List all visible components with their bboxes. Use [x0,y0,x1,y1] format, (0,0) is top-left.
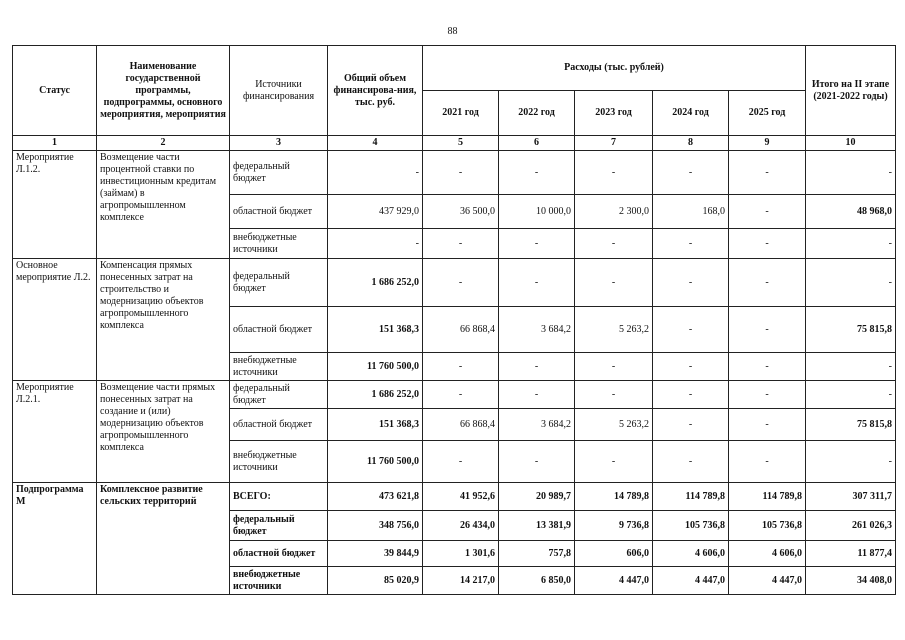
status-cell: Основное мероприятие Л.2. [13,259,97,381]
value-cell: 2 300,0 [575,195,653,229]
itogo-cell: 75 815,8 [806,307,896,353]
value-cell: - [575,381,653,409]
value-cell: 4 606,0 [729,541,806,567]
value-cell: - [499,151,575,195]
value-cell: - [729,307,806,353]
column-number: 10 [806,136,896,151]
header-expenses: Расходы (тыс. рублей) [423,46,806,91]
source-cell: областной бюджет [230,195,328,229]
itogo-cell: 48 968,0 [806,195,896,229]
value-cell: - [499,259,575,307]
value-cell: 6 850,0 [499,567,575,595]
header-total: Общий объем финансирова-ния, тыс. руб. [328,46,423,136]
column-number: 9 [729,136,806,151]
source-cell: внебюджетные источники [230,229,328,259]
value-cell: - [423,381,499,409]
value-cell: 3 684,2 [499,307,575,353]
header-name: Наименование государственной программы, подпрограммы, основного мероприятия, мероприятия [97,46,230,136]
value-cell: 13 381,9 [499,511,575,541]
value-cell: - [729,195,806,229]
total-cell: 11 760 500,0 [328,441,423,483]
name-cell: Компенсация прямых понесенных затрат на строительство и модернизацию объектов агропромышленного комплекса [97,259,230,381]
value-cell: 10 000,0 [499,195,575,229]
source-cell: федеральный бюджет [230,259,328,307]
value-cell: 757,8 [499,541,575,567]
total-cell: 85 020,9 [328,567,423,595]
value-cell: - [653,441,729,483]
value-cell: - [729,259,806,307]
value-cell: 114 789,8 [653,483,729,511]
column-number: 8 [653,136,729,151]
value-cell: - [575,259,653,307]
value-cell: 9 736,8 [575,511,653,541]
table-row [13,259,896,307]
value-cell: 20 989,7 [499,483,575,511]
value-cell: - [423,259,499,307]
value-cell: - [499,381,575,409]
header-year-2021: 2021 год [423,91,499,136]
value-cell: 606,0 [575,541,653,567]
itogo-cell: 11 877,4 [806,541,896,567]
column-number: 3 [230,136,328,151]
value-cell: - [499,441,575,483]
header-itogo: Итого на II этапе (2021-2022 годы) [806,46,896,136]
total-cell: - [328,151,423,195]
itogo-cell: 307 311,7 [806,483,896,511]
source-cell: областной бюджет [230,307,328,353]
total-cell: 1 686 252,0 [328,381,423,409]
status-cell: Мероприятие Л.2.1. [13,381,97,483]
value-cell: 105 736,8 [653,511,729,541]
value-cell: - [653,381,729,409]
total-cell: 1 686 252,0 [328,259,423,307]
value-cell: 14 789,8 [575,483,653,511]
total-cell: 39 844,9 [328,541,423,567]
total-cell: 11 760 500,0 [328,353,423,381]
value-cell: - [653,409,729,441]
value-cell: - [653,151,729,195]
value-cell: - [729,441,806,483]
source-cell: внебюджетные источники [230,567,328,595]
value-cell: - [653,259,729,307]
column-number: 6 [499,136,575,151]
source-cell: федеральный бюджет [230,381,328,409]
value-cell: 66 868,4 [423,409,499,441]
header-year-2025: 2025 год [729,91,806,136]
itogo-cell: - [806,353,896,381]
value-cell: 168,0 [653,195,729,229]
value-cell: - [423,151,499,195]
value-cell: - [575,353,653,381]
column-number: 2 [97,136,230,151]
column-number: 4 [328,136,423,151]
value-cell: 5 263,2 [575,409,653,441]
itogo-cell: 75 815,8 [806,409,896,441]
value-cell: - [653,229,729,259]
value-cell: - [653,307,729,353]
total-cell: 348 756,0 [328,511,423,541]
value-cell: 4 447,0 [729,567,806,595]
total-cell: 151 368,3 [328,307,423,353]
column-number-row [13,136,896,151]
value-cell: - [499,229,575,259]
header-year-2022: 2022 год [499,91,575,136]
value-cell: 36 500,0 [423,195,499,229]
itogo-cell: - [806,441,896,483]
source-cell: внебюджетные источники [230,353,328,381]
itogo-cell: - [806,381,896,409]
column-number: 5 [423,136,499,151]
table-row [13,151,896,195]
itogo-cell: 34 408,0 [806,567,896,595]
value-cell: 5 263,2 [575,307,653,353]
value-cell: 105 736,8 [729,511,806,541]
value-cell: 4 447,0 [653,567,729,595]
value-cell: - [423,229,499,259]
value-cell: - [423,441,499,483]
value-cell: - [729,151,806,195]
value-cell: 114 789,8 [729,483,806,511]
value-cell: 4 606,0 [653,541,729,567]
name-cell: Возмещение части прямых понесенных затрат на создание и (или) модернизацию объектов агропромышленного комплекса [97,381,230,483]
source-cell: внебюджетные источники [230,441,328,483]
value-cell: 14 217,0 [423,567,499,595]
budget-table [12,45,896,595]
column-number: 1 [13,136,97,151]
status-cell: Мероприятие Л.1.2. [13,151,97,259]
header-year-2023: 2023 год [575,91,653,136]
value-cell: 66 868,4 [423,307,499,353]
name-cell: Возмещение части процентной ставки по инвестиционным кредитам (займам) в агропромышленном комплексе [97,151,230,259]
value-cell: - [575,441,653,483]
source-cell: областной бюджет [230,409,328,441]
itogo-cell: - [806,229,896,259]
value-cell: - [653,353,729,381]
total-cell: 473 621,8 [328,483,423,511]
source-cell: областной бюджет [230,541,328,567]
source-cell: федеральный бюджет [230,511,328,541]
value-cell: - [729,381,806,409]
column-number: 7 [575,136,653,151]
total-cell: - [328,229,423,259]
total-cell: 151 368,3 [328,409,423,441]
total-cell: 437 929,0 [328,195,423,229]
value-cell: - [575,229,653,259]
value-cell: - [575,151,653,195]
value-cell: - [729,229,806,259]
header-sources: Источники финансирования [230,46,328,136]
source-cell: федеральный бюджет [230,151,328,195]
value-cell: 4 447,0 [575,567,653,595]
value-cell: 41 952,6 [423,483,499,511]
value-cell: 1 301,6 [423,541,499,567]
source-cell: ВСЕГО: [230,483,328,511]
header-status: Статус [13,46,97,136]
itogo-cell: - [806,259,896,307]
name-cell: Комплексное развитие сельских территорий [97,483,230,595]
status-cell: Подпрограмма М [13,483,97,595]
value-cell: - [729,409,806,441]
itogo-cell: 261 026,3 [806,511,896,541]
value-cell: 26 434,0 [423,511,499,541]
table-row [13,483,896,511]
value-cell: - [423,353,499,381]
header-year-2024: 2024 год [653,91,729,136]
value-cell: - [729,353,806,381]
value-cell: 3 684,2 [499,409,575,441]
table-row [13,381,896,409]
itogo-cell: - [806,151,896,195]
page-number: 88 [447,26,458,37]
value-cell: - [499,353,575,381]
